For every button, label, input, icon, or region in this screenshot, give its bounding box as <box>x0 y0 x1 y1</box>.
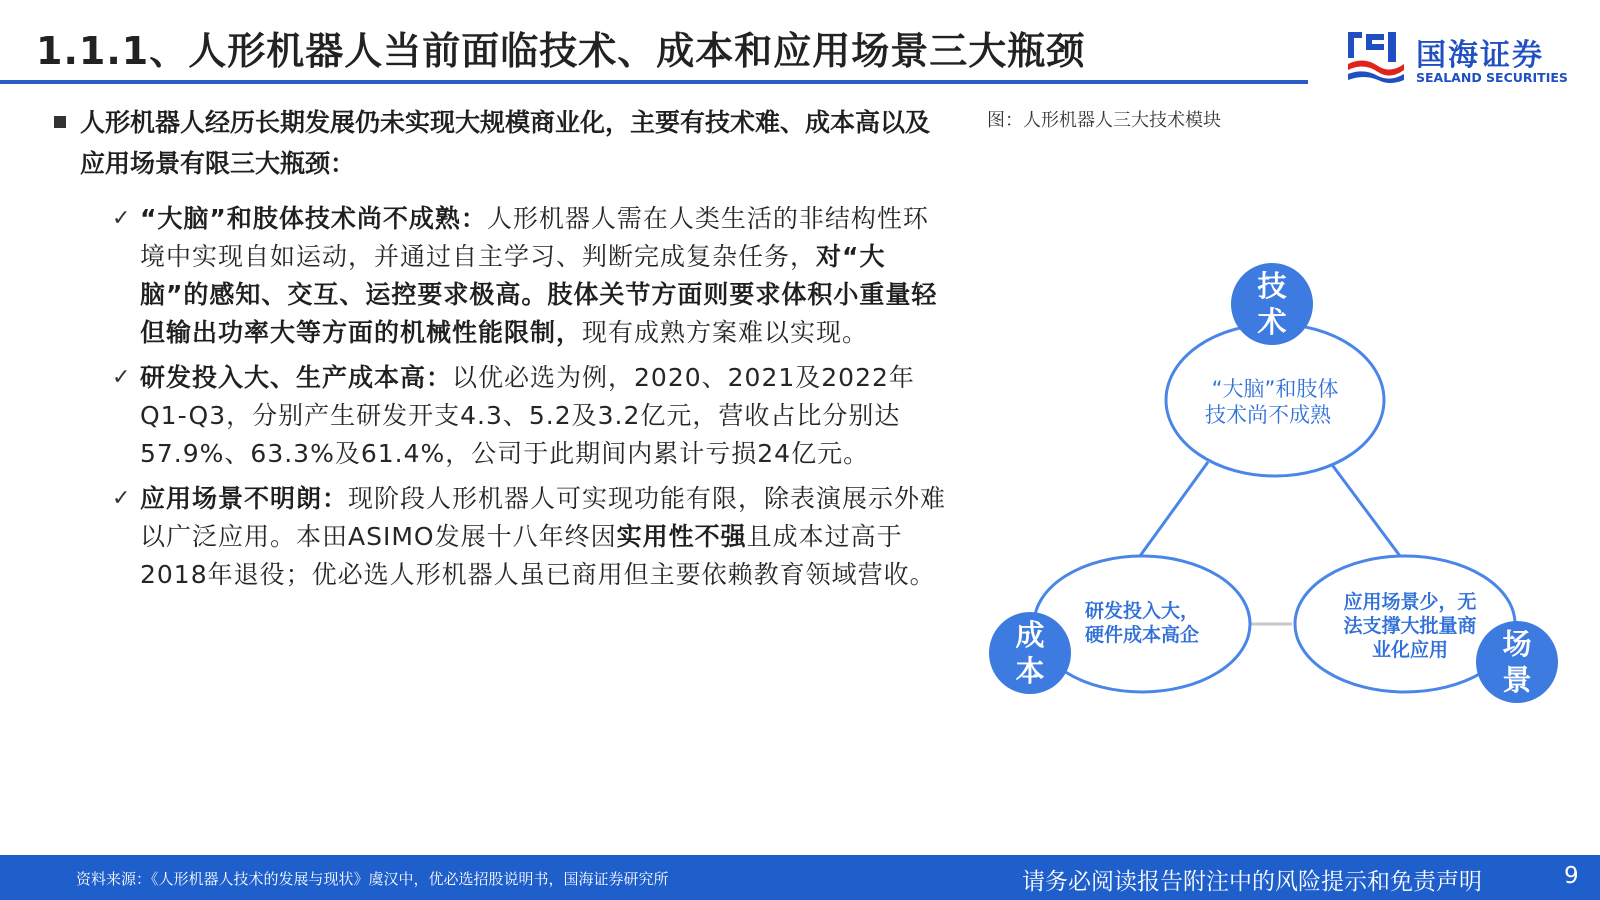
cost-label-char: 成 <box>1015 618 1045 652</box>
tech-desc-line: “大脑”和肢体 <box>1211 377 1339 401</box>
figure-caption: 图：人形机器人三大技术模块 <box>987 110 1221 131</box>
lead-text: 人形机器人经历长期发展仍未实现大规模商业化，主要有技术难、成本高以及应用场景有限三大瓶颈： <box>80 108 931 178</box>
scene-label-char: 景 <box>1502 663 1532 697</box>
logo-english-name: SEALAND SECURITIES <box>1416 70 1568 85</box>
checkmark-icon: ✓ <box>112 206 132 231</box>
point-bold-text: 实用性不强 <box>616 522 747 551</box>
cost-label-char: 本 <box>1015 654 1045 688</box>
scene-label-char: 场 <box>1502 627 1532 661</box>
checkmark-icon: ✓ <box>112 365 132 390</box>
point-text: 且成本过高于2018年退役；优必选人形机器人虽已商用但主要依赖教育领域营收。 <box>140 522 936 589</box>
point-text: 人形机器人需在人类生活的非结构性环境中实现自如运动，并通过自主学习、判断完成复杂任务， <box>140 204 929 271</box>
scene-desc-line: 法支撑大批量商 <box>1343 615 1477 637</box>
cost-desc-line: 研发投入大， <box>1084 600 1200 622</box>
point-heading: 应用场景不明朗： <box>140 484 349 513</box>
tech-desc-line: 技术尚不成熟 <box>1205 403 1331 427</box>
page-title: 1.1.1、人形机器人当前面临技术、成本和应用场景三大瓶颈 <box>36 29 1086 73</box>
footer-bar <box>0 855 1600 900</box>
point-heading: “大脑”和肢体技术尚不成熟： <box>140 204 487 233</box>
footer-source: 资料来源：《人形机器人技术的发展与现状》虞汉中，优必选招股说明书，国海证券研究所 <box>76 870 669 888</box>
connector-tech-scene <box>1330 462 1400 556</box>
scene-desc-line: 业化应用 <box>1371 639 1449 661</box>
point-bold-text: 对“大脑”的感知、交互、运控要求极高。肢体关节方面则要求体积小重量轻但输出功率大等方面的机械性能限制， <box>140 242 938 347</box>
connector-tech-cost <box>1140 462 1208 556</box>
checkmark-icon: ✓ <box>112 486 132 511</box>
page-number: 9 <box>1564 863 1579 889</box>
footer-disclaimer: 请务必阅读报告附注中的风险提示和免责声明 <box>1022 869 1482 895</box>
scene-desc-line: 应用场景少，无 <box>1343 591 1477 613</box>
point-heading: 研发投入大、生产成本高： <box>140 363 453 392</box>
tech-label-char: 技 <box>1257 269 1287 303</box>
point-text: 以优必选为例，2020、2021及2022年Q1-Q3，分别产生研发开支4.3、5.2及3.2亿元，营收占比分别达57.9%、63.3%及61.4%，公司于此期间内累计亏损24亿元。 <box>140 363 915 468</box>
logo-chinese-name: 国海证券 <box>1416 38 1544 73</box>
tech-label-char: 术 <box>1257 305 1287 339</box>
point-text: 现有成熟方案难以实现。 <box>582 318 869 347</box>
point-text: 现阶段人形机器人可实现功能有限，除表演展示外难以广泛应用。本田ASIMO发展十八年终因 <box>140 484 947 551</box>
cost-desc-line: 硬件成本高企 <box>1084 624 1200 646</box>
